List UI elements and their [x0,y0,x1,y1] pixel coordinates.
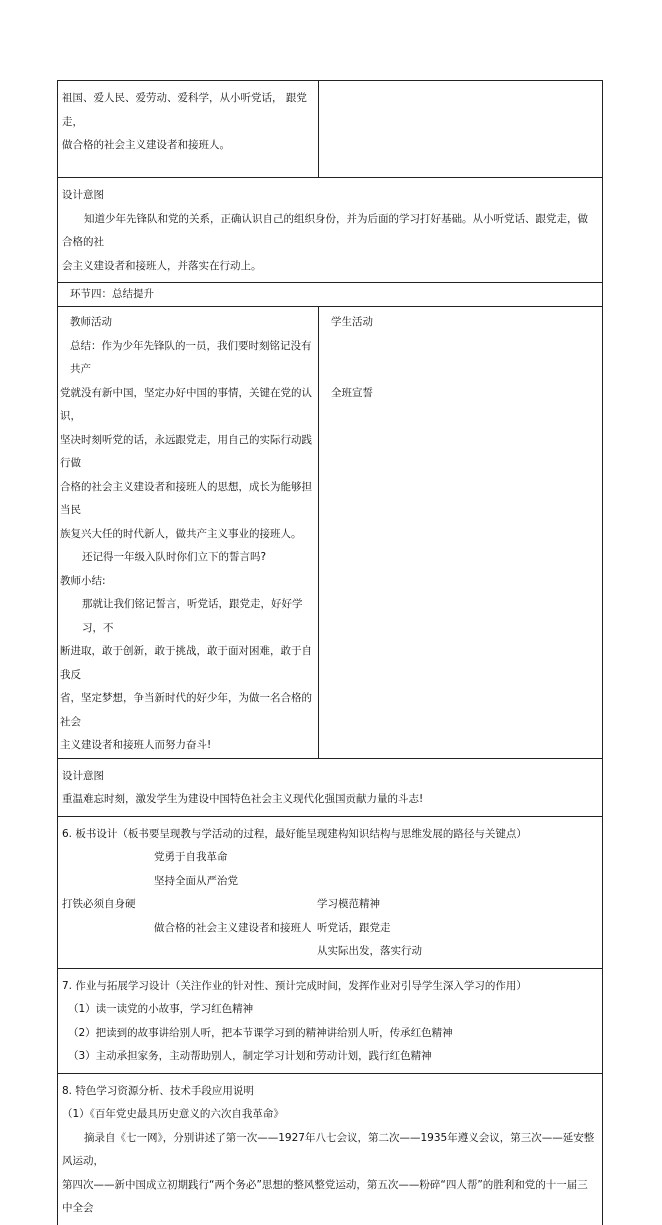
teacher-summary-title: 教师小结: [60,574,106,587]
resources-title: 8. 特色学习资源分析、技术手段应用说明 [62,1084,254,1097]
design-intent-text: 知道少年先锋队和党的关系，正确认识自己的组织身份，并为后面的学习打好基础。从小听党话、跟党走，做合格的社 [62,212,588,248]
goal-cell [58,81,319,178]
teacher-summary-line: 坚决时刻听党的话，永远跟党走，用自己的实际行动践行做 [60,433,312,469]
board-line: 听党话，跟党走 [317,921,391,934]
teacher-activity-header: 教师活动 [70,316,112,328]
design-intent-row-2 [58,758,603,816]
goal-line: 做合格的社会主义建设者和接班人。 [62,139,230,151]
design-intent-text: 会主义建设者和接班人，并落实在行动上。 [62,259,262,272]
board-design-cell [58,816,603,968]
homework-item: （2）把读到的故事讲给别人听，把本节课学习到的精神讲给别人听，传承红色精神 [68,1026,453,1039]
step4-row [58,283,603,307]
homework-title: 7. 作业与拓展学习设计（关注作业的针对性、预计完成时间，发挥作业对引导学生深入学习的作用） [62,979,527,992]
teacher-question: 还记得一年级入队时你们立下的誓言吗? [82,551,267,563]
student-activity-cell [319,307,603,759]
resources-item: （1）《百年党史最具历史意义的六次自我革命》 [62,1108,284,1120]
board-design-row [58,816,603,968]
teacher-summary-line: 总结：作为少年先锋队的一员，我们要时刻铭记没有共产 [70,339,312,375]
design-intent-title: 设计意图 [62,769,104,782]
step4-cell [58,283,603,307]
goal-right-cell [319,81,603,178]
design-intent-cell-1 [58,178,603,283]
student-oath: 全班宣誓 [331,386,373,399]
resources-text: 第四次——新中国成立初期践行“两个务必”思想的整风整党运动，第五次——粉碎“四人帮”的胜利和党的十一届三中全会 [62,1178,588,1214]
board-line: 学习模范精神 [317,898,380,910]
teacher-activity-cell [58,307,319,759]
board-line: 做合格的社会主义建设者和接班人 [154,921,312,934]
board-flow-row [62,940,598,964]
homework-cell [58,968,603,1073]
design-intent-row-1 [58,178,603,283]
resources-cell [58,1073,603,1225]
teacher-closing-line: 那就让我们铭记誓言，听党话，跟党走，好好学习，不 [82,598,303,634]
board-line: 党勇于自我革命 [154,851,228,863]
homework-item: （1）读一读党的小故事，学习红色精神 [68,1003,254,1015]
step4-title: 环节四：总结提升 [70,288,154,300]
homework-row [58,968,603,1073]
resources-row [58,1073,603,1225]
design-intent-title: 设计意图 [62,189,104,201]
design-intent-text: 重温难忘时刻，激发学生为建设中国特色社会主义现代化强国贡献力量的斗志! [62,793,424,805]
resources-text: 摘录自《七一网》，分别讲述了第一次——1927年八七会议，第二次——1935年遵义会议，第三次——延安整风运动， [62,1131,595,1167]
teacher-closing-line: 断进取，敢于创新，敢于挑战，敢于面对困难，敢于自我反 [60,645,312,681]
teacher-summary-line: 族复兴大任的时代新人，做共产主义事业的接班人。 [60,527,302,540]
teacher-closing-line: 省，坚定梦想，争当新时代的好少年，为做一名合格的社会 [60,692,312,728]
teacher-summary-line: 合格的社会主义建设者和接班人的思想，成长为能够担当民 [60,480,312,516]
teacher-closing-line: 主义建设者和接班人而努力奋斗! [60,739,212,751]
teacher-summary-line: 党就没有新中国，坚定办好中国的事情，关键在党的认识， [60,386,312,422]
board-flow-row [62,893,598,917]
board-line: 打铁必须自身硬 [62,898,136,910]
student-activity-header: 学生活动 [331,316,373,328]
board-flow-row [62,917,598,941]
board-line: 从实际出发，落实行动 [317,945,422,957]
lesson-plan-table [57,80,603,1225]
board-design-title: 6. 板书设计（板书要呈现教与学活动的过程，最好能呈现建构知识结构与思维发展的路径与关键点） [62,827,527,840]
goal-line: 祖国、爱人民、爱劳动、爱科学，从小听党话， 跟党走， [62,92,307,128]
homework-item: （3）主动承担家务，主动帮助别人，制定学习计划和劳动计划，践行红色精神 [68,1050,432,1062]
design-intent-cell-2 [58,758,603,816]
activities-row [58,307,603,759]
board-line: 坚持全面从严治党 [154,874,238,887]
lesson-plan-document [57,80,602,1225]
goal-row [58,81,603,178]
